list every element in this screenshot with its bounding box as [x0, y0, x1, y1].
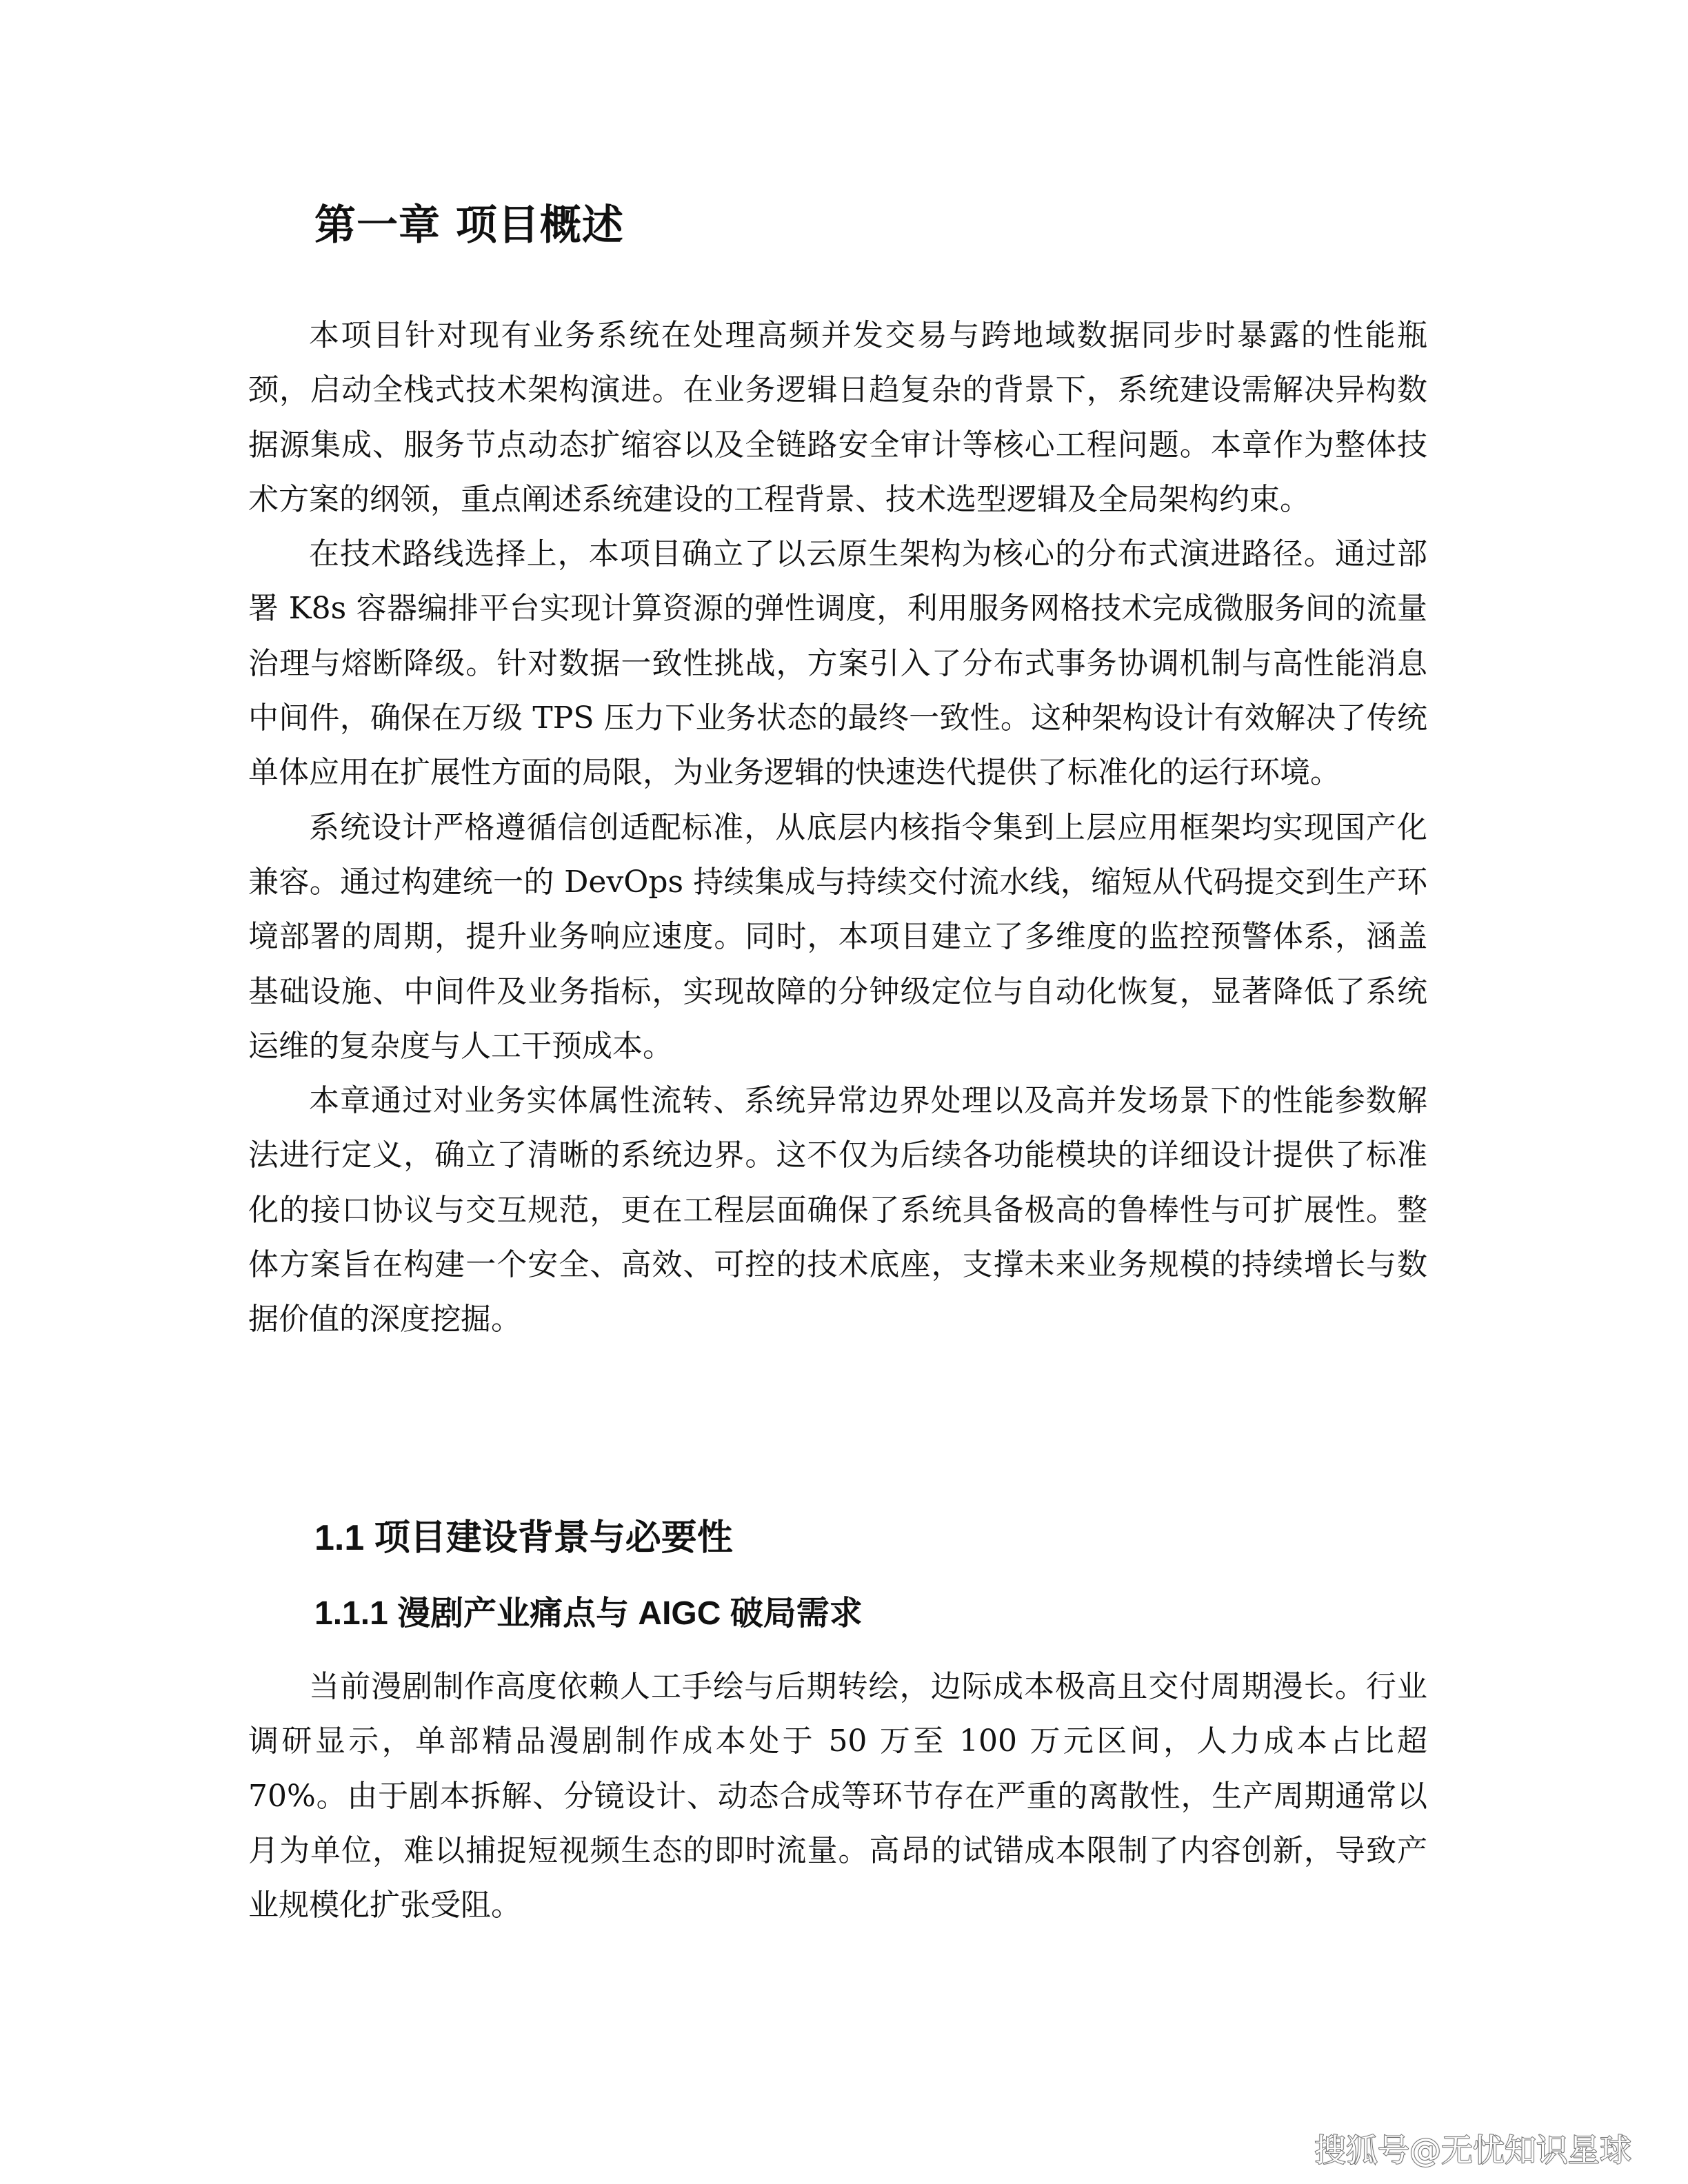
chapter-intro: [248, 308, 1427, 1347]
subsection-body: [248, 1659, 1427, 1932]
chapter-title: 第一章 项目概述: [314, 201, 624, 250]
section-heading: 1.1 项目建设背景与必要性: [314, 1518, 733, 1558]
subsection-heading: 1.1.1 漫剧产业痛点与 AIGC 破局需求: [314, 1595, 863, 1632]
watermark: 搜狐号@无忧知识星球: [1314, 2132, 1631, 2169]
paragraph: 系统设计严格遵循信创适配标准，从底层内核指令集到上层应用框架均实现国产化兼容。通过构建统一的 DevOps 持续集成与持续交付流水线，缩短从代码提交到生产环境部署的周期，提升业务响应速度。同时，本项目建立了多维度的监控预警体系，涵盖基础设施、中间件及业务指标，实现故障的分钟级定位与自动化恢复，显著降低了系统运维的复杂度与人工干预成本。: [248, 809, 1427, 1064]
paragraph: 本项目针对现有业务系统在处理高频并发交易与跨地域数据同步时暴露的性能瓶颈，启动全栈式技术架构演进。在业务逻辑日趋复杂的背景下，系统建设需解决异构数据源集成、服务节点动态扩缩容以及全链路安全审计等核心工程问题。本章作为整体技术方案的纲领，重点阐述系统建设的工程背景、技术选型逻辑及全局架构约束。: [248, 318, 1427, 517]
paragraph: 在技术路线选择上，本项目确立了以云原生架构为核心的分布式演进路径。通过部署 K8s 容器编排平台实现计算资源的弹性调度，利用服务网格技术完成微服务间的流量治理与熔断降级。针对数据一致性挑战，方案引入了分布式事务协调机制与高性能消息中间件，确保在万级 TPS 压力下业务状态的最终一致性。这种架构设计有效解决了传统单体应用在扩展性方面的局限，为业务逻辑的快速迭代提供了标准化的运行环境。: [248, 536, 1427, 791]
paragraph: 本章通过对业务实体属性流转、系统异常边界处理以及高并发场景下的性能参数解法进行定义，确立了清晰的系统边界。这不仅为后续各功能模块的详细设计提供了标准化的接口协议与交互规范，更在工程层面确保了系统具备极高的鲁棒性与可扩展性。整体方案旨在构建一个安全、高效、可控的技术底座，支撑未来业务规模的持续增长与数据价值的深度挖掘。: [248, 1083, 1427, 1337]
paragraph: 当前漫剧制作高度依赖人工手绘与后期转绘，边际成本极高且交付周期漫长。行业调研显示，单部精品漫剧制作成本处于 50 万至 100 万元区间，人力成本占比超 70%。由于剧本拆解、分镜设计、动态合成等环节存在严重的离散性，生产周期通常以月为单位，难以捕捉短视频生态的即时流量。高昂的试错成本限制了内容创新，导致产业规模化扩张受阻。: [248, 1669, 1427, 1923]
